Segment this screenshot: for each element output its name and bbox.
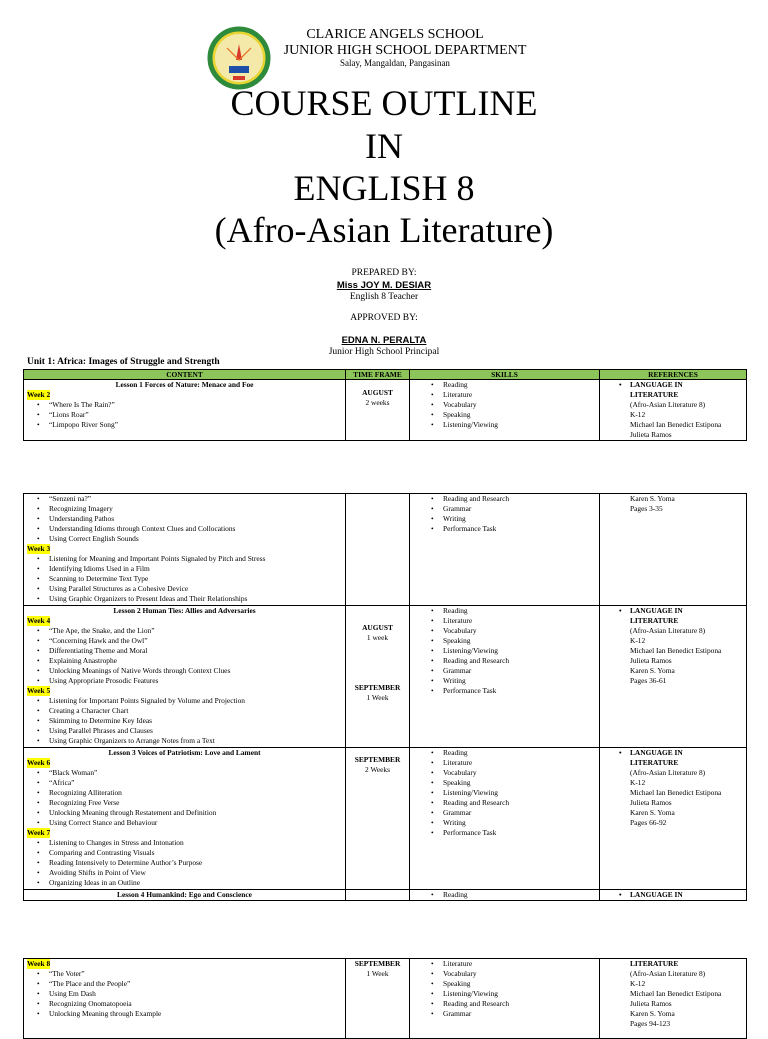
content-cell (24, 959, 346, 1039)
list-item: • “Africa” (49, 778, 342, 788)
list-item: • Reading Intensively to Determine Author’s Purpose (49, 858, 342, 868)
prepared-by-role: English 8 Teacher (349, 292, 419, 302)
reference-title: • LANGUAGE IN (630, 890, 743, 900)
list-item: • Using Correct Stance and Behaviour (49, 818, 342, 828)
reference-title: LITERATURE (630, 758, 679, 767)
list-item: • Writing (443, 514, 596, 524)
lesson-title: Lesson 4 Humankind: Ego and Conscience (117, 890, 252, 899)
week-label: Week 3 (27, 544, 51, 553)
content-cell (24, 748, 346, 890)
content-cell (24, 606, 346, 748)
col-skills: SKILLS (410, 370, 600, 380)
reference-line: K-12 (630, 778, 646, 787)
list-item: • Listening/Viewing (443, 989, 596, 999)
list-item: • Using Graphic Organizers to Arrange Notes from a Text (49, 736, 342, 746)
time-duration: 1 Week (366, 969, 389, 978)
list-item: • Reading (443, 380, 596, 390)
list-item: • Comparing and Contrasting Visuals (49, 848, 342, 858)
list-item: • Reading and Research (443, 798, 596, 808)
list-item: • Understanding Idioms through Context Clues and Collocations (49, 524, 342, 534)
content-cell (24, 380, 346, 441)
reference-line: Michael Ian Benedict Estipona (630, 646, 722, 655)
content-cell (24, 890, 346, 901)
list-item: • “Concerning Hawk and the Owl” (49, 636, 342, 646)
list-item: • Grammar (443, 1009, 596, 1019)
approved-by-label: APPROVED BY: (350, 313, 418, 323)
time-frame-cell (346, 380, 410, 441)
list-item: • Performance Task (443, 524, 596, 534)
list-item: • Using Parallel Phrases and Clauses (49, 726, 342, 736)
list-item: • Unlocking Meaning through Restatement and Definition (49, 808, 342, 818)
title-line-2: IN (365, 126, 403, 166)
lesson-title: Lesson 3 Voices of Patriotism: Love and Lament (108, 748, 261, 757)
list-item: • Vocabulary (443, 969, 596, 979)
content-list (27, 400, 342, 430)
list-item: • Recognizing Free Verse (49, 798, 342, 808)
references-cell (600, 606, 747, 748)
list-item: • Vocabulary (443, 400, 596, 410)
approved-by-name: EDNA N. PERALTA (341, 335, 427, 346)
list-item: • Speaking (443, 410, 596, 420)
time-month: SEPTEMBER (354, 683, 401, 692)
skills-cell (410, 890, 600, 901)
reference-line: Michael Ian Benedict Estipona (630, 420, 722, 429)
list-item: • Literature (443, 959, 596, 969)
list-item: • Reading and Research (443, 656, 596, 666)
time-duration: 1 Week (366, 693, 389, 702)
reference-line: Karen S. Yoma (630, 494, 675, 503)
list-item: • Grammar (443, 504, 596, 514)
week-label: Week 4 (27, 616, 51, 625)
time-month: AUGUST (362, 623, 393, 632)
reference-title: LITERATURE (630, 959, 679, 968)
skills-cell (410, 494, 600, 606)
reference-line: Julieta Ramos (630, 999, 672, 1008)
list-item: • Performance Task (443, 686, 596, 696)
reference-line: (Afro-Asian Literature 8) (630, 626, 706, 635)
skills-cell (410, 606, 600, 748)
list-item: • “Black Woman” (49, 768, 342, 778)
reference-title: • LANGUAGE IN (630, 748, 743, 758)
list-item: • Literature (443, 758, 596, 768)
reference-line: Pages 36-61 (630, 676, 667, 685)
list-item: • Listening for Important Points Signaled by Volume and Projection (49, 696, 342, 706)
time-frame-cell (346, 606, 410, 748)
time-frame-cell (346, 748, 410, 890)
list-item: • “Lions Roar” (49, 410, 342, 420)
list-item: • Reading (443, 606, 596, 616)
school-address: Salay, Mangaldan, Pangasinan (340, 58, 450, 68)
reference-line: Julieta Ramos (630, 656, 672, 665)
reference-title: LITERATURE (630, 390, 679, 399)
time-duration: 2 Weeks (365, 765, 390, 774)
reference-line: K-12 (630, 410, 646, 419)
reference-line: Michael Ian Benedict Estipona (630, 788, 722, 797)
list-item: • Skimming to Determine Key Ideas (49, 716, 342, 726)
references-cell (600, 494, 747, 606)
list-item: • Speaking (443, 979, 596, 989)
list-item: • Speaking (443, 636, 596, 646)
list-item: • Unlocking Meaning through Example (49, 1009, 342, 1019)
list-item: • Speaking (443, 778, 596, 788)
list-item: • Recognizing Imagery (49, 504, 342, 514)
time-month: SEPTEMBER (354, 959, 401, 968)
list-item: • Reading and Research (443, 999, 596, 1009)
week-label: Week 5 (27, 686, 51, 695)
list-item: • “Senzeni na?” (49, 494, 342, 504)
department-name: JUNIOR HIGH SCHOOL DEPARTMENT (283, 43, 527, 58)
reference-line: K-12 (630, 636, 646, 645)
list-item: • Listening/Viewing (443, 420, 596, 430)
school-name: CLARICE ANGELS SCHOOL (306, 27, 484, 42)
list-item: • Performance Task (443, 828, 596, 838)
reference-line: (Afro-Asian Literature 8) (630, 768, 706, 777)
reference-line: Pages 66-92 (630, 818, 667, 827)
outline-table-1 (23, 369, 747, 441)
list-item: • Understanding Pathos (49, 514, 342, 524)
unit-title: Unit 1: Africa: Images of Struggle and Strength (27, 357, 220, 367)
reference-line: Karen S. Yoma (630, 808, 675, 817)
list-item: • Writing (443, 818, 596, 828)
list-item: • “The Place and the People” (49, 979, 342, 989)
list-item: • Avoiding Shifts in Point of View (49, 868, 342, 878)
list-item: • Scanning to Determine Text Type (49, 574, 342, 584)
list-item: • Writing (443, 676, 596, 686)
time-frame-cell (346, 494, 410, 606)
col-content: CONTENT (24, 370, 346, 380)
reference-line: Karen S. Yoma (630, 1009, 675, 1018)
lesson-title: Lesson 2 Human Ties: Allies and Adversaries (113, 606, 256, 615)
list-item: • Using Graphic Organizers to Present Ideas and Their Relationships (49, 594, 342, 604)
reference-line: Julieta Ramos (630, 798, 672, 807)
list-item: • Unlocking Meanings of Native Words through Context Clues (49, 666, 342, 676)
approved-by-role: Junior High School Principal (328, 347, 440, 357)
time-frame-cell (346, 890, 410, 901)
content-cell (24, 494, 346, 606)
reference-line: Pages 3-35 (630, 504, 663, 513)
references-cell (600, 748, 747, 890)
list-item: • Grammar (443, 666, 596, 676)
outline-table-3 (23, 958, 747, 1039)
week-label: Week 6 (27, 758, 51, 767)
list-item: • Creating a Character Chart (49, 706, 342, 716)
list-item: • Using Appropriate Prosodic Features (49, 676, 342, 686)
reference-line: Julieta Ramos (630, 430, 672, 439)
skills-cell (410, 959, 600, 1039)
list-item: • Listening for Meaning and Important Points Signaled by Pitch and Stress (49, 554, 342, 564)
title-line-1: COURSE OUTLINE (230, 83, 538, 123)
list-item: • Using Em Dash (49, 989, 342, 999)
time-duration: 2 weeks (365, 398, 390, 407)
prepared-by-name: Miss JOY M. DESIAR (336, 280, 432, 291)
list-item: • “The Voter” (49, 969, 342, 979)
list-item: • Identifying Idioms Used in a Film (49, 564, 342, 574)
list-item: • Recognizing Onomatopoeia (49, 999, 342, 1009)
list-item: • Vocabulary (443, 768, 596, 778)
prepared-by-label: PREPARED BY: (351, 268, 417, 278)
title-line-3: ENGLISH 8 (293, 168, 475, 208)
references-cell (600, 380, 747, 441)
list-item: • Using Parallel Structures as a Cohesive Device (49, 584, 342, 594)
list-item: • Explaining Anastrophe (49, 656, 342, 666)
time-duration: 1 week (366, 633, 389, 642)
col-references: REFERENCES (600, 370, 747, 380)
reference-line: Michael Ian Benedict Estipona (630, 989, 722, 998)
outline-table-2 (23, 493, 747, 901)
list-item: • Vocabulary (443, 626, 596, 636)
list-item: • Organizing Ideas in an Outline (49, 878, 342, 888)
reference-title: LITERATURE (630, 616, 679, 625)
list-item: • Differentiating Theme and Moral (49, 646, 342, 656)
list-item: • “The Ape, the Snake, and the Lion” (49, 626, 342, 636)
list-item: • Listening/Viewing (443, 788, 596, 798)
list-item: • Literature (443, 616, 596, 626)
list-item: • Reading and Research (443, 494, 596, 504)
list-item: • “Limpopo River Song” (49, 420, 342, 430)
references-cell (600, 890, 747, 901)
list-item: • Listening/Viewing (443, 646, 596, 656)
list-item: • Literature (443, 390, 596, 400)
list-item: • Reading (443, 748, 596, 758)
list-item: • Reading (443, 890, 596, 900)
list-item: • Grammar (443, 808, 596, 818)
reference-line: (Afro-Asian Literature 8) (630, 400, 706, 409)
lesson-title: Lesson 1 Forces of Nature: Menace and Foe (115, 380, 254, 389)
week-label: Week 8 (27, 959, 51, 968)
skills-cell (410, 748, 600, 890)
time-frame-cell (346, 959, 410, 1039)
col-time-frame: TIME FRAME (346, 370, 410, 380)
week-label: Week 2 (27, 390, 51, 399)
title-line-4: (Afro-Asian Literature) (214, 210, 554, 250)
week-label: Week 7 (27, 828, 51, 837)
time-month: SEPTEMBER (354, 755, 401, 764)
reference-title: • LANGUAGE IN (630, 380, 743, 390)
reference-title: • LANGUAGE IN (630, 606, 743, 616)
reference-line: (Afro-Asian Literature 8) (630, 969, 706, 978)
skills-cell (410, 380, 600, 441)
list-item: • Recognizing Alliteration (49, 788, 342, 798)
list-item: • Using Correct English Sounds (49, 534, 342, 544)
list-item: • Listening to Changes in Stress and Intonation (49, 838, 342, 848)
list-item: • “Where Is The Rain?” (49, 400, 342, 410)
reference-line: Karen S. Yoma (630, 666, 675, 675)
reference-line: Pages 94-123 (630, 1019, 671, 1028)
time-month: AUGUST (362, 388, 393, 397)
references-cell (600, 959, 747, 1039)
reference-line: K-12 (630, 979, 646, 988)
